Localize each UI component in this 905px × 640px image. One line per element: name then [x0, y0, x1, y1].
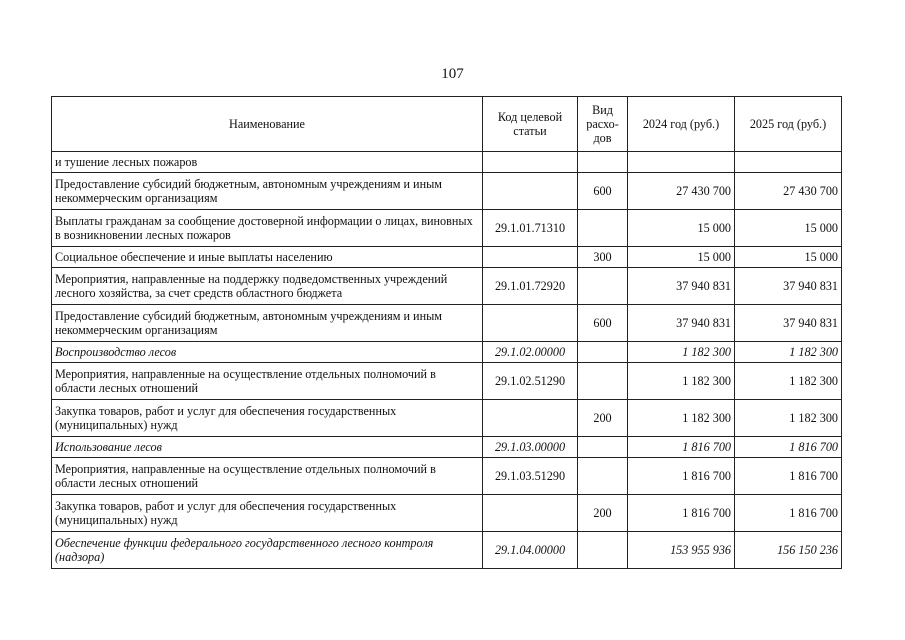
cell-kind: 200 [578, 495, 628, 532]
table-row [52, 437, 842, 458]
cell-kind [578, 342, 628, 363]
header-name: Наименование [52, 97, 483, 152]
cell-code [483, 152, 578, 173]
cell-2025: 37 940 831 [735, 305, 842, 342]
cell-name: Социальное обеспечение и иные выплаты населению [52, 247, 483, 268]
cell-name: Закупка товаров, работ и услуг для обеспечения государственных (муниципальных) нужд [52, 495, 483, 532]
table-row [52, 342, 842, 363]
table-row [52, 458, 842, 495]
cell-2024: 1 816 700 [628, 495, 735, 532]
cell-2024: 1 182 300 [628, 342, 735, 363]
table-row [52, 495, 842, 532]
cell-code: 29.1.03.51290 [483, 458, 578, 495]
table-body [52, 152, 842, 569]
cell-2024: 1 182 300 [628, 363, 735, 400]
cell-2025: 1 816 700 [735, 437, 842, 458]
cell-2024: 27 430 700 [628, 173, 735, 210]
cell-2024 [628, 152, 735, 173]
cell-kind [578, 210, 628, 247]
table-header-row [52, 97, 842, 152]
cell-2025 [735, 152, 842, 173]
cell-2024: 37 940 831 [628, 305, 735, 342]
cell-2025: 1 182 300 [735, 400, 842, 437]
cell-2025: 1 816 700 [735, 495, 842, 532]
table-row [52, 400, 842, 437]
cell-2024: 15 000 [628, 210, 735, 247]
cell-name: Предоставление субсидий бюджетным, автономным учреждениям и иным некоммерческим организациям [52, 173, 483, 210]
cell-kind: 300 [578, 247, 628, 268]
cell-kind [578, 363, 628, 400]
table-row [52, 173, 842, 210]
cell-name: Закупка товаров, работ и услуг для обеспечения государственных (муниципальных) нужд [52, 400, 483, 437]
cell-2025: 27 430 700 [735, 173, 842, 210]
cell-code [483, 247, 578, 268]
cell-kind: 200 [578, 400, 628, 437]
table-row [52, 152, 842, 173]
cell-name: Мероприятия, направленные на поддержку подведомственных учреждений лесного хозяйства, за счет средств областного бюджета [52, 268, 483, 305]
cell-2024: 1 816 700 [628, 458, 735, 495]
cell-2024: 37 940 831 [628, 268, 735, 305]
cell-code: 29.1.04.00000 [483, 532, 578, 569]
cell-name: Предоставление субсидий бюджетным, автономным учреждениям и иным некоммерческим организациям [52, 305, 483, 342]
cell-code [483, 400, 578, 437]
table-row [52, 210, 842, 247]
cell-name: Воспроизводство лесов [52, 342, 483, 363]
cell-code: 29.1.01.71310 [483, 210, 578, 247]
header-code: Код целевой статьи [483, 97, 578, 152]
cell-code [483, 305, 578, 342]
header-year-2025: 2025 год (руб.) [735, 97, 842, 152]
table-row [52, 247, 842, 268]
table-row [52, 363, 842, 400]
cell-name: и тушение лесных пожаров [52, 152, 483, 173]
cell-code [483, 495, 578, 532]
table-row [52, 305, 842, 342]
cell-code: 29.1.01.72920 [483, 268, 578, 305]
cell-code: 29.1.02.51290 [483, 363, 578, 400]
cell-name: Использование лесов [52, 437, 483, 458]
cell-2025: 37 940 831 [735, 268, 842, 305]
header-kind: Вид расхо-дов [578, 97, 628, 152]
cell-name: Мероприятия, направленные на осуществление отдельных полномочий в области лесных отношений [52, 458, 483, 495]
cell-2025: 15 000 [735, 247, 842, 268]
cell-kind [578, 268, 628, 305]
cell-2024: 15 000 [628, 247, 735, 268]
cell-2025: 156 150 236 [735, 532, 842, 569]
cell-kind: 600 [578, 173, 628, 210]
page-number: 107 [441, 66, 464, 82]
cell-2025: 1 182 300 [735, 342, 842, 363]
cell-kind [578, 458, 628, 495]
cell-kind [578, 152, 628, 173]
cell-2025: 15 000 [735, 210, 842, 247]
cell-kind [578, 437, 628, 458]
cell-2025: 1 816 700 [735, 458, 842, 495]
table-row [52, 268, 842, 305]
cell-2024: 1 182 300 [628, 400, 735, 437]
cell-code [483, 173, 578, 210]
cell-2024: 1 816 700 [628, 437, 735, 458]
table-row [52, 532, 842, 569]
cell-code: 29.1.02.00000 [483, 342, 578, 363]
cell-code: 29.1.03.00000 [483, 437, 578, 458]
cell-name: Обеспечение функции федерального государственного лесного контроля (надзора) [52, 532, 483, 569]
cell-kind [578, 532, 628, 569]
cell-kind: 600 [578, 305, 628, 342]
header-year-2024: 2024 год (руб.) [628, 97, 735, 152]
cell-name: Мероприятия, направленные на осуществление отдельных полномочий в области лесных отношений [52, 363, 483, 400]
cell-2024: 153 955 936 [628, 532, 735, 569]
cell-name: Выплаты гражданам за сообщение достоверной информации о лицах, виновных в возникновении лесных пожаров [52, 210, 483, 247]
cell-2025: 1 182 300 [735, 363, 842, 400]
budget-table [51, 96, 842, 569]
